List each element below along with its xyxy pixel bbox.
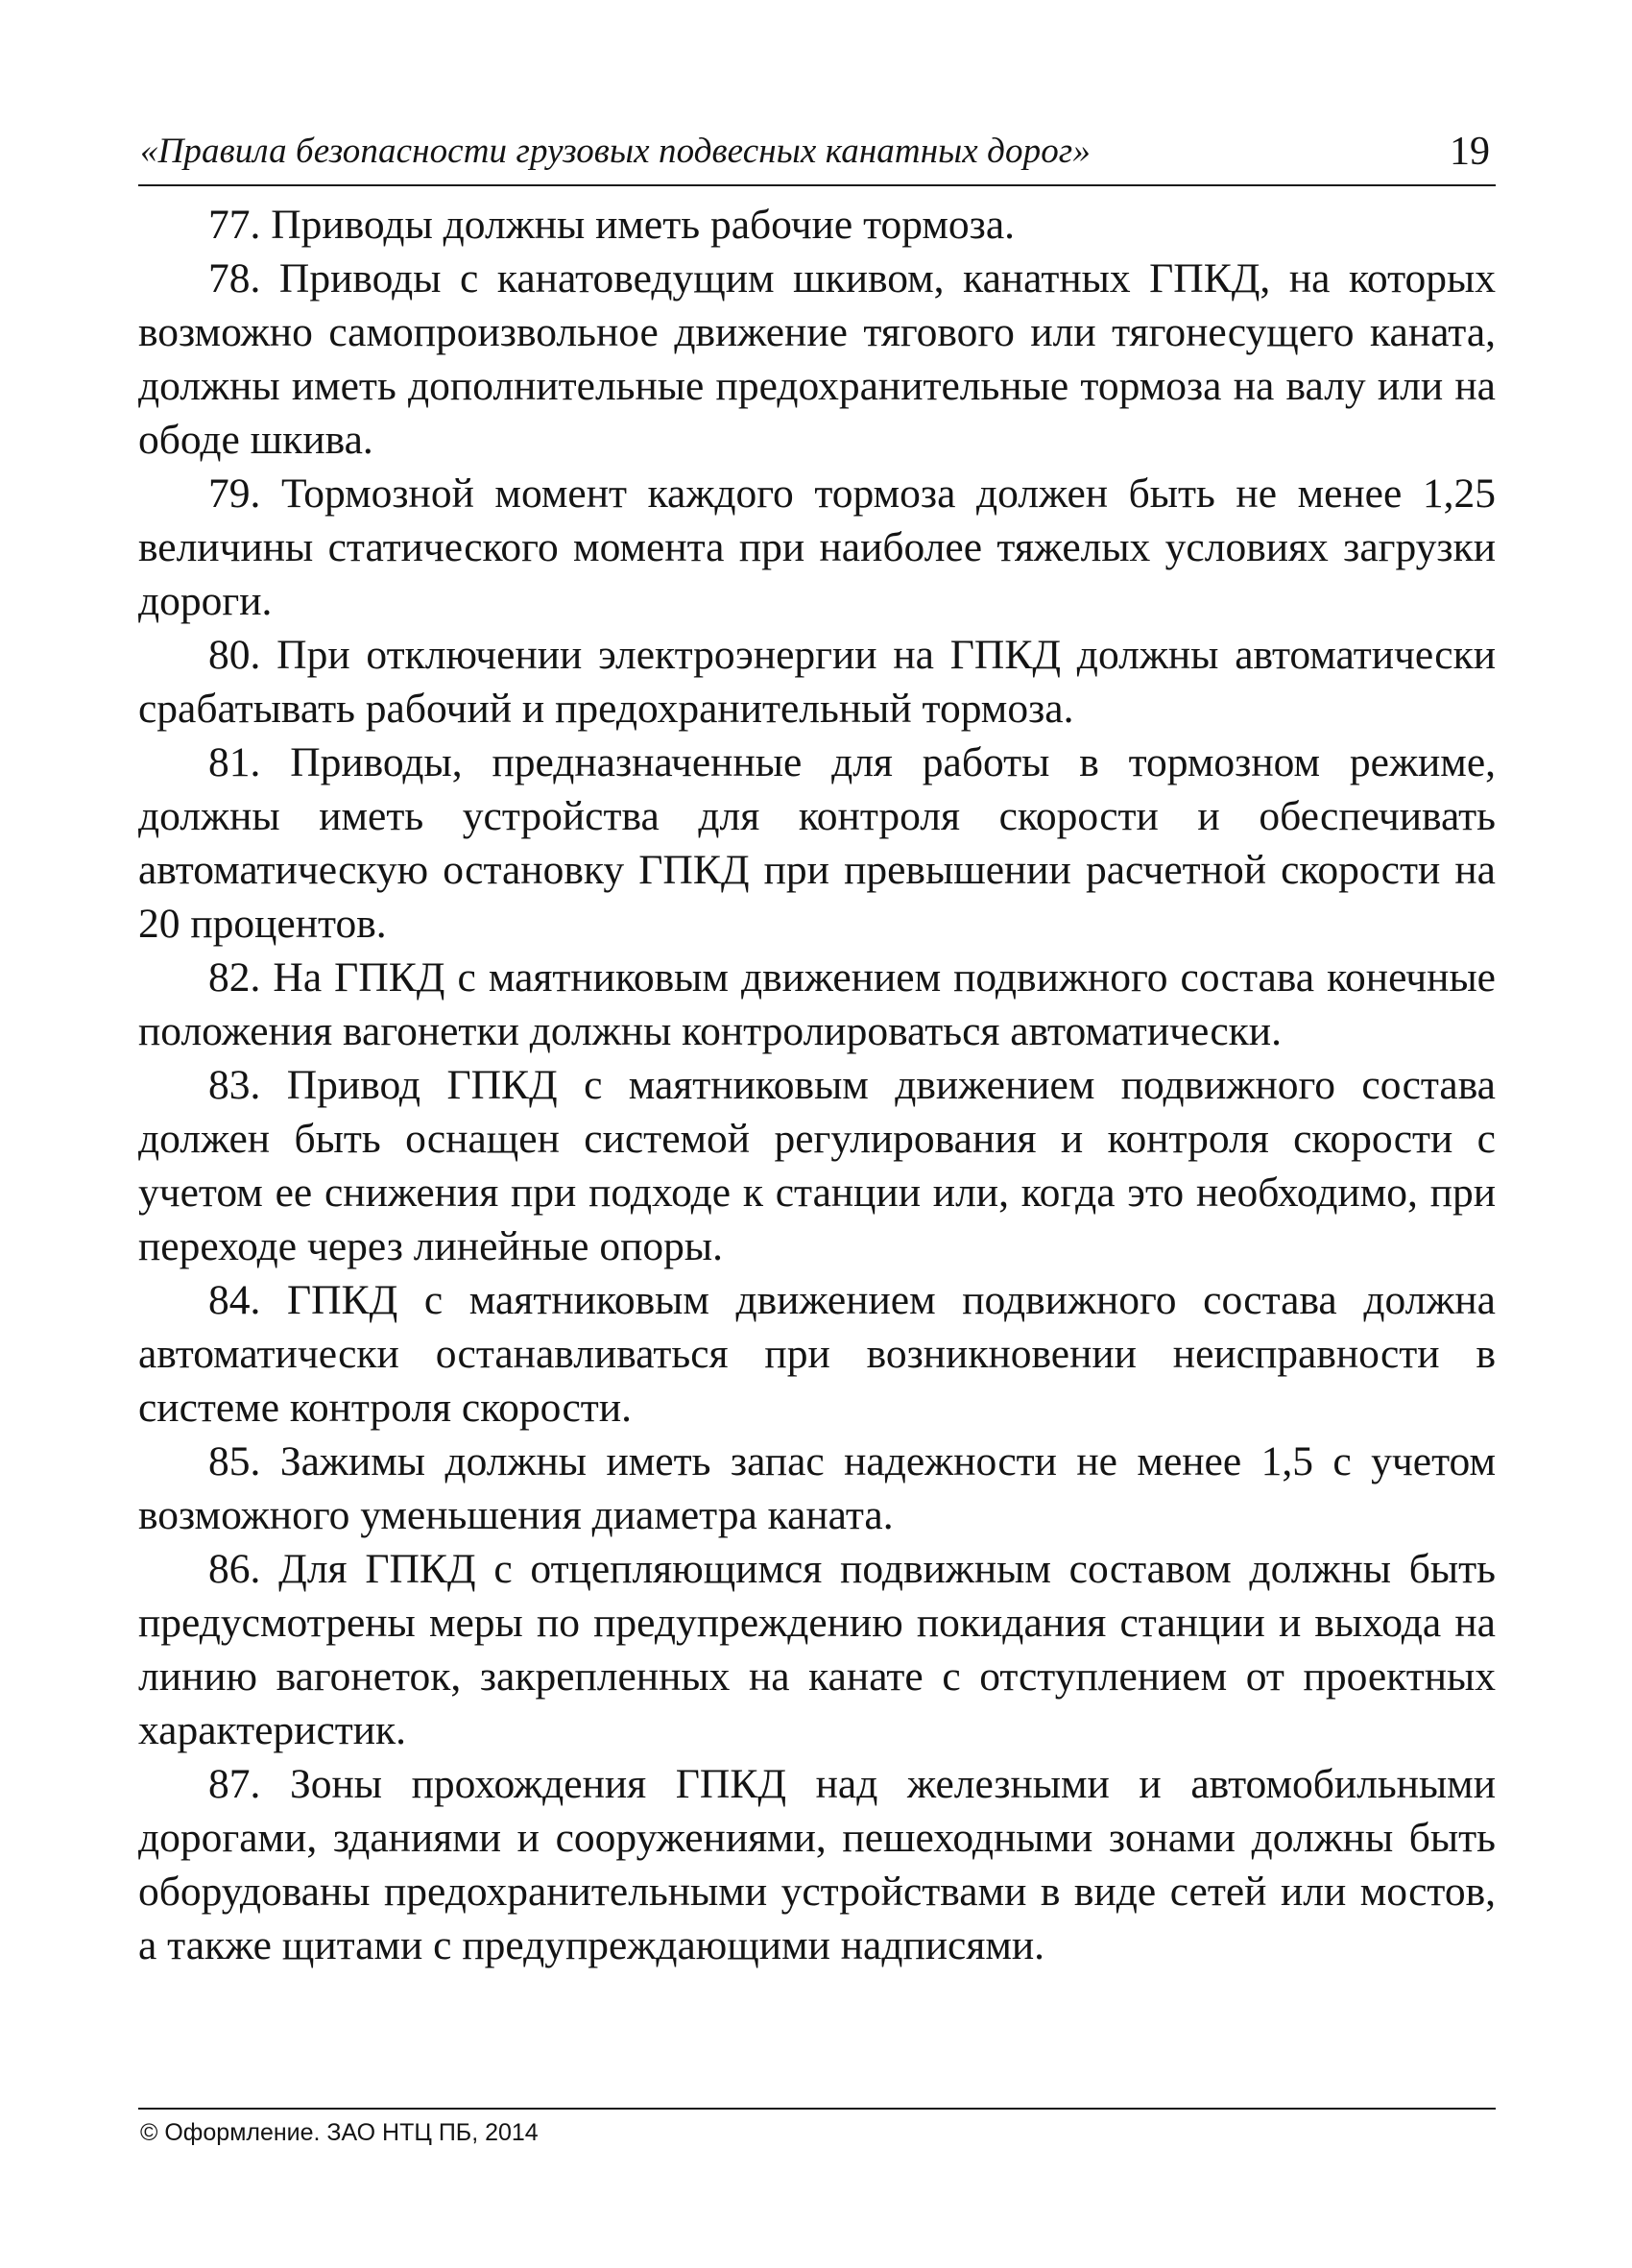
- document-body: [138, 198, 1496, 1972]
- paragraph-80: 80. При отключении электроэнергии на ГПКД должны автоматически срабатывать рабочий и предохранительный тормоза.: [138, 632, 1496, 732]
- paragraph-84: 84. ГПКД с маятниковым движением подвижного состава должна автоматически останавливаться при возникновении неисправности в системе контроля скорости.: [138, 1277, 1496, 1431]
- paragraph-86: 86. Для ГПКД с отцепляющимся подвижным составом должны быть предусмотрены меры по предупреждению покидания станции и выхода на линию вагонеток, закрепленных на канате с отступлением от проектных характеристик.: [138, 1546, 1496, 1753]
- paragraph-81: 81. Приводы, предназначенные для работы в тормозном режиме, должны иметь устройства для контроля скорости и обеспечивать автоматическую остановку ГПКД при превышении расчетной скорости на 20 процентов.: [138, 739, 1496, 947]
- paragraph-85: 85. Зажимы должны иметь запас надежности не менее 1,5 с учетом возможного уменьшения диаметра каната.: [138, 1438, 1496, 1538]
- paragraph-78: 78. Приводы с канатоведущим шкивом, канатных ГПКД, на которых возможно самопроизвольное движение тягового или тягонесущего каната, должны иметь дополнительные предохранительные тормоза на валу или на ободе шкива.: [138, 255, 1496, 463]
- page-footer: [138, 2108, 1496, 2146]
- copyright-notice: © Оформление. ЗАО НТЦ ПБ, 2014: [140, 2119, 539, 2146]
- paragraph-79: 79. Тормозной момент каждого тормоза должен быть не менее 1,25 величины статического момента при наиболее тяжелых условиях загрузки дороги.: [138, 470, 1496, 624]
- page-header: [138, 117, 1496, 186]
- paragraph-77: 77. Приводы должны иметь рабочие тормоза.: [208, 202, 1016, 248]
- paragraph-87: 87. Зоны прохождения ГПКД над железными и автомобильными дорогами, зданиями и сооружениями, пешеходными зонами должны быть оборудованы предохранительными устройствами в виде сетей или мостов, а также щитами с предупреждающими надписями.: [138, 1761, 1496, 1968]
- running-title: «Правила безопасности грузовых подвесных канатных дорог»: [140, 132, 1091, 171]
- paragraph-83: 83. Привод ГПКД с маятниковым движением подвижного состава должен быть оснащен системой регулирования и контроля скорости с учетом ее снижения при подходе к станции или, когда это необходимо, при переходе через линейные опоры.: [138, 1062, 1496, 1269]
- page-number: 19: [1450, 130, 1490, 174]
- paragraph-82: 82. На ГПКД с маятниковым движением подвижного состава конечные положения вагонетки должны контролироваться автоматически.: [138, 954, 1496, 1054]
